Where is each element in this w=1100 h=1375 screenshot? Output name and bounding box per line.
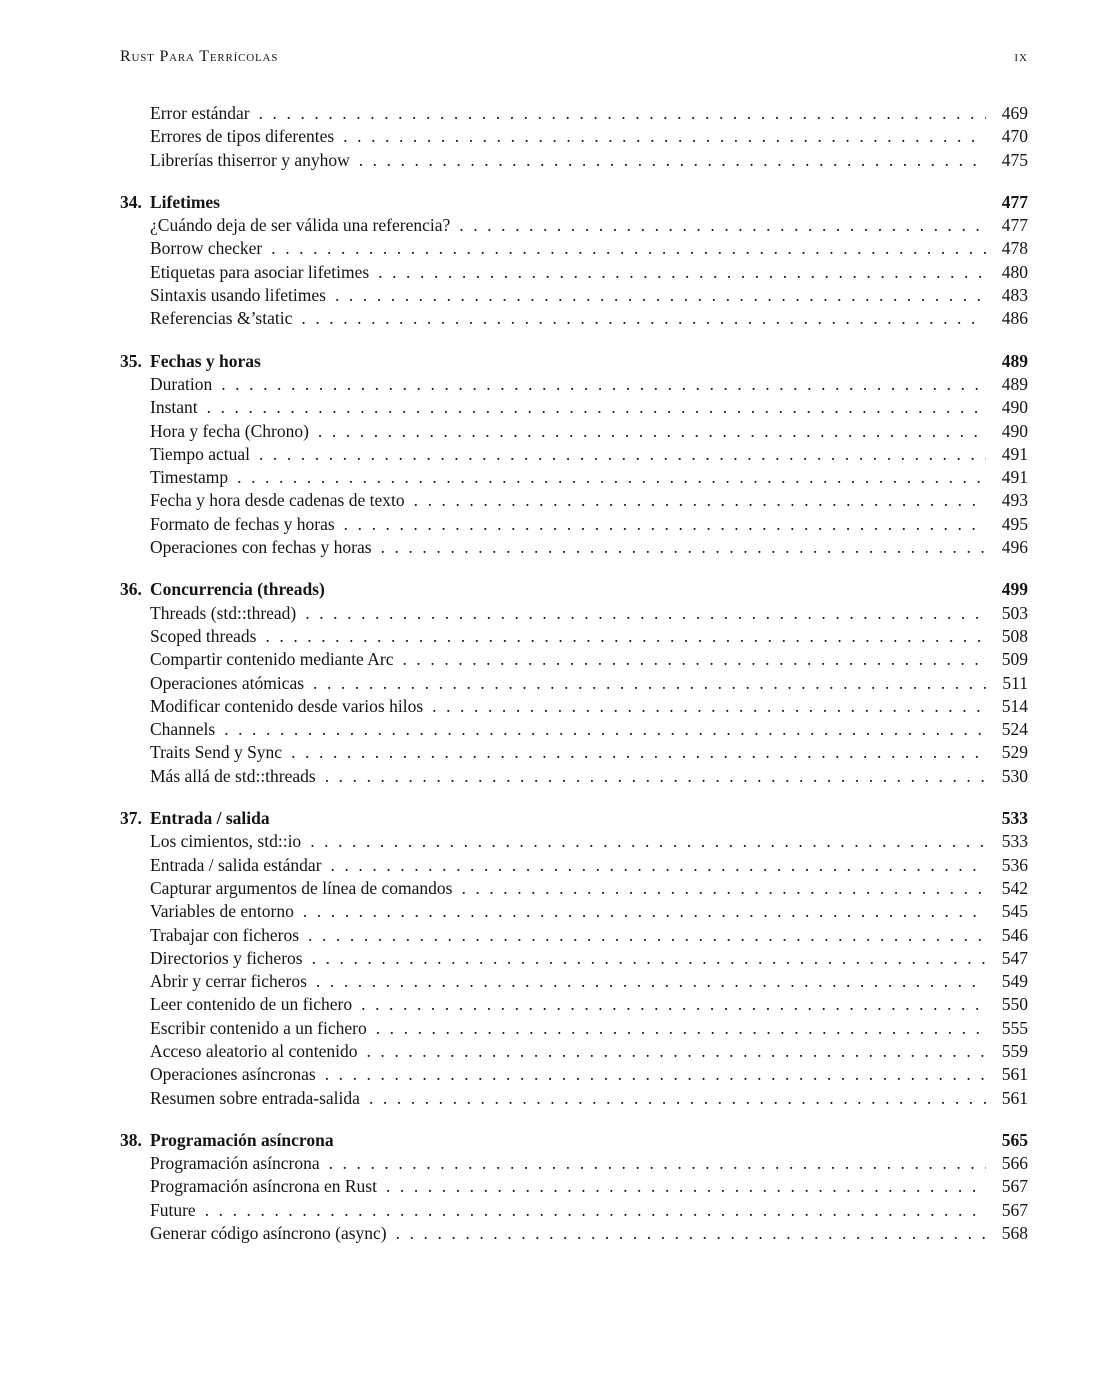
chapter-title: Concurrencia (threads) [150,579,325,600]
dot-leader [310,830,986,853]
chapter-title: Entrada / salida [150,808,270,829]
entry-title: Programación asíncrona [150,1153,320,1174]
entry-title: Trabajar con ficheros [150,924,300,945]
toc-entry [150,284,1028,307]
dot-leader [325,765,986,788]
entry-title: Sintaxis usando lifetimes [150,285,326,306]
toc-entry [150,373,1028,396]
entry-page-number: 555 [1001,1017,1028,1038]
toc-entry [150,1063,1028,1086]
entry-page-number: 491 [1001,467,1028,488]
entry-title: Duration [150,373,213,394]
dot-leader [221,373,986,396]
entry-title: Formato de fechas y horas [150,513,335,534]
toc-section [120,1129,1028,1245]
toc-entry [150,900,1028,923]
entry-page-number: 568 [1001,1223,1028,1244]
entry-title: Programación asíncrona en Rust [150,1176,377,1197]
entry-title: Error estándar [150,103,250,123]
entry-page-number: 490 [1001,420,1028,441]
entry-title: Capturar argumentos de línea de comandos [150,877,453,898]
dot-leader [331,854,986,877]
entry-page-number: 511 [1002,672,1028,693]
entry-page-number: 542 [1001,877,1028,898]
dot-leader [207,396,986,419]
entry-title: Tiempo actual [150,443,250,464]
dot-leader [312,947,986,970]
toc-entry [150,970,1028,993]
dot-leader [335,284,986,307]
dot-leader [376,1017,986,1040]
entry-page-number: 486 [1001,308,1028,329]
entry-title: Librerías thiserror y anyhow [150,149,350,170]
dot-leader [459,214,986,237]
entry-page-number: 546 [1001,924,1028,945]
entry-page-number: 514 [1001,695,1028,716]
entry-title: Entrada / salida estándar [150,854,322,875]
entry-title: Traits Send y Sync [150,742,283,763]
entry-title: Fecha y hora desde cadenas de texto [150,490,405,511]
toc-entry [150,536,1028,559]
chapter-number: 38. [120,1129,142,1150]
toc-entry [150,1175,1028,1198]
entry-title: Instant [150,397,198,418]
entry-title: Escribir contenido a un fichero [150,1017,367,1038]
entry-page-number: 550 [1001,994,1028,1015]
chapter-heading [120,191,1028,214]
dot-leader [259,102,986,125]
chapter-title: Fechas y horas [150,350,261,371]
dot-leader [259,443,986,466]
toc-entry [150,672,1028,695]
dot-leader [325,1063,986,1086]
dot-leader [313,672,986,695]
entry-title: Compartir contenido mediante Arc [150,649,394,670]
entry-page-number: 495 [1001,513,1028,534]
entry-title: Etiquetas para asociar lifetimes [150,261,370,282]
toc-entry [150,489,1028,512]
chapter-page-number: 489 [1001,350,1028,371]
toc-entry [150,1199,1028,1222]
dot-leader [301,307,986,330]
entry-page-number: 469 [1001,103,1028,123]
dot-leader [237,466,986,489]
running-header-title: Rust Para Terrícolas [120,48,279,65]
toc-entry [150,214,1028,237]
entry-page-number: 477 [1001,215,1028,236]
entry-page-number: 559 [1001,1040,1028,1061]
chapter-page-number: 565 [1001,1129,1028,1150]
dot-leader [343,125,986,148]
entry-title: Más allá de std::threads [150,765,316,786]
chapter-page-number: 533 [1001,808,1028,829]
entry-title: Borrow checker [150,238,263,259]
chapter-number: 36. [120,579,142,600]
entry-page-number: 480 [1001,261,1028,282]
entry-title: Errores de tipos diferentes [150,126,335,147]
toc-section [120,807,1028,1110]
entry-title: Timestamp [150,467,229,488]
toc-entry [150,695,1028,718]
toc-entry [150,830,1028,853]
chapter-heading [120,807,1028,830]
entry-page-number: 508 [1001,625,1028,646]
dot-leader [205,1199,986,1222]
toc-entry [150,602,1028,625]
entry-title: Referencias &’static [150,308,293,329]
dot-leader [359,149,986,172]
toc-entry [150,443,1028,466]
toc-entry [150,261,1028,284]
toc-section [120,102,1028,172]
toc-entry [150,741,1028,764]
entry-title: Scoped threads [150,625,257,646]
entry-page-number: 478 [1001,238,1028,259]
entry-title: Los cimientos, std::io [150,831,302,852]
entry-title: Abrir y cerrar ficheros [150,971,307,992]
entry-page-number: 496 [1001,537,1028,558]
entry-page-number: 490 [1001,397,1028,418]
entry-page-number: 475 [1001,149,1028,170]
dot-leader [366,1040,986,1063]
entry-title: Generar código asíncrono (async) [150,1223,387,1244]
dot-leader [361,993,986,1016]
toc-entry [150,1152,1028,1175]
folio-page-number: ix [1014,48,1028,65]
toc-entry [150,307,1028,330]
entry-page-number: 567 [1001,1176,1028,1197]
entry-page-number: 483 [1001,285,1028,306]
dot-leader [378,261,986,284]
toc-entry [150,947,1028,970]
chapter-number: 34. [120,191,142,212]
dot-leader [308,924,986,947]
entry-page-number: 530 [1001,765,1028,786]
entry-page-number: 509 [1001,649,1028,670]
dot-leader [305,602,986,625]
dot-leader [369,1087,986,1110]
dot-leader [381,536,986,559]
toc-entry [150,648,1028,671]
toc-entry [150,396,1028,419]
dot-leader [396,1222,986,1245]
toc-entry [150,718,1028,741]
running-header [120,48,1028,66]
toc-entry [150,1017,1028,1040]
toc-entry [150,513,1028,536]
entry-title: Operaciones asíncronas [150,1064,316,1085]
chapter-page-number: 499 [1001,579,1028,600]
entry-page-number: 566 [1001,1153,1028,1174]
toc-entry [150,149,1028,172]
toc-entry [150,625,1028,648]
entry-title: Channels [150,719,216,740]
dot-leader [318,420,986,443]
toc-entry [150,466,1028,489]
toc-entry [150,237,1028,260]
dot-leader [402,648,986,671]
entry-page-number: 561 [1001,1087,1028,1108]
entry-title: Modificar contenido desde varios hilos [150,695,424,716]
dot-leader [303,900,986,923]
dot-leader [316,970,986,993]
entry-title: ¿Cuándo deja de ser válida una referencia? [150,215,451,236]
toc-entry [150,854,1028,877]
dot-leader [265,625,986,648]
dot-leader [461,877,986,900]
chapter-title: Lifetimes [150,191,220,212]
dot-leader [271,237,986,260]
entry-title: Leer contenido de un fichero [150,994,353,1015]
chapter-heading [120,350,1028,373]
chapter-title: Programación asíncrona [150,1129,334,1150]
entry-page-number: 547 [1001,947,1028,968]
chapter-page-number: 477 [1001,191,1028,212]
entry-page-number: 545 [1001,901,1028,922]
toc-entry [150,765,1028,788]
toc-entry [150,877,1028,900]
entry-page-number: 529 [1001,742,1028,763]
entry-title: Hora y fecha (Chrono) [150,420,309,441]
entry-page-number: 549 [1001,971,1028,992]
entry-title: Directorios y ficheros [150,947,303,968]
entry-page-number: 470 [1001,126,1028,147]
toc-section [120,191,1028,331]
chapter-heading [120,578,1028,601]
entry-title: Future [150,1199,196,1220]
toc-entry [150,1040,1028,1063]
toc-entry [150,1222,1028,1245]
entry-page-number: 493 [1001,490,1028,511]
toc-entry [150,1087,1028,1110]
toc-section [120,350,1028,560]
entry-title: Operaciones atómicas [150,672,305,693]
dot-leader [291,741,986,764]
toc-section [120,578,1028,788]
toc-entry [150,125,1028,148]
entry-title: Operaciones con fechas y horas [150,537,372,558]
toc-entry [150,102,1028,125]
entry-page-number: 524 [1001,719,1028,740]
entry-title: Variables de entorno [150,901,294,922]
toc-entry [150,924,1028,947]
dot-leader [329,1152,986,1175]
entry-page-number: 567 [1001,1199,1028,1220]
entry-title: Acceso aleatorio al contenido [150,1040,358,1061]
entry-title: Resumen sobre entrada-salida [150,1087,360,1108]
dot-leader [344,513,986,536]
entry-page-number: 536 [1001,854,1028,875]
table-of-contents [120,102,1028,1245]
entry-page-number: 489 [1001,373,1028,394]
toc-entry [150,420,1028,443]
dot-leader [414,489,986,512]
chapter-number: 35. [120,350,142,371]
dot-leader [386,1175,986,1198]
entry-page-number: 561 [1001,1064,1028,1085]
entry-page-number: 503 [1001,602,1028,623]
entry-title: Threads (std::thread) [150,602,297,623]
toc-entry [150,993,1028,1016]
chapter-heading [120,1129,1028,1152]
chapter-number: 37. [120,808,142,829]
entry-page-number: 533 [1001,831,1028,852]
dot-leader [432,695,986,718]
entry-page-number: 491 [1001,443,1028,464]
dot-leader [224,718,986,741]
